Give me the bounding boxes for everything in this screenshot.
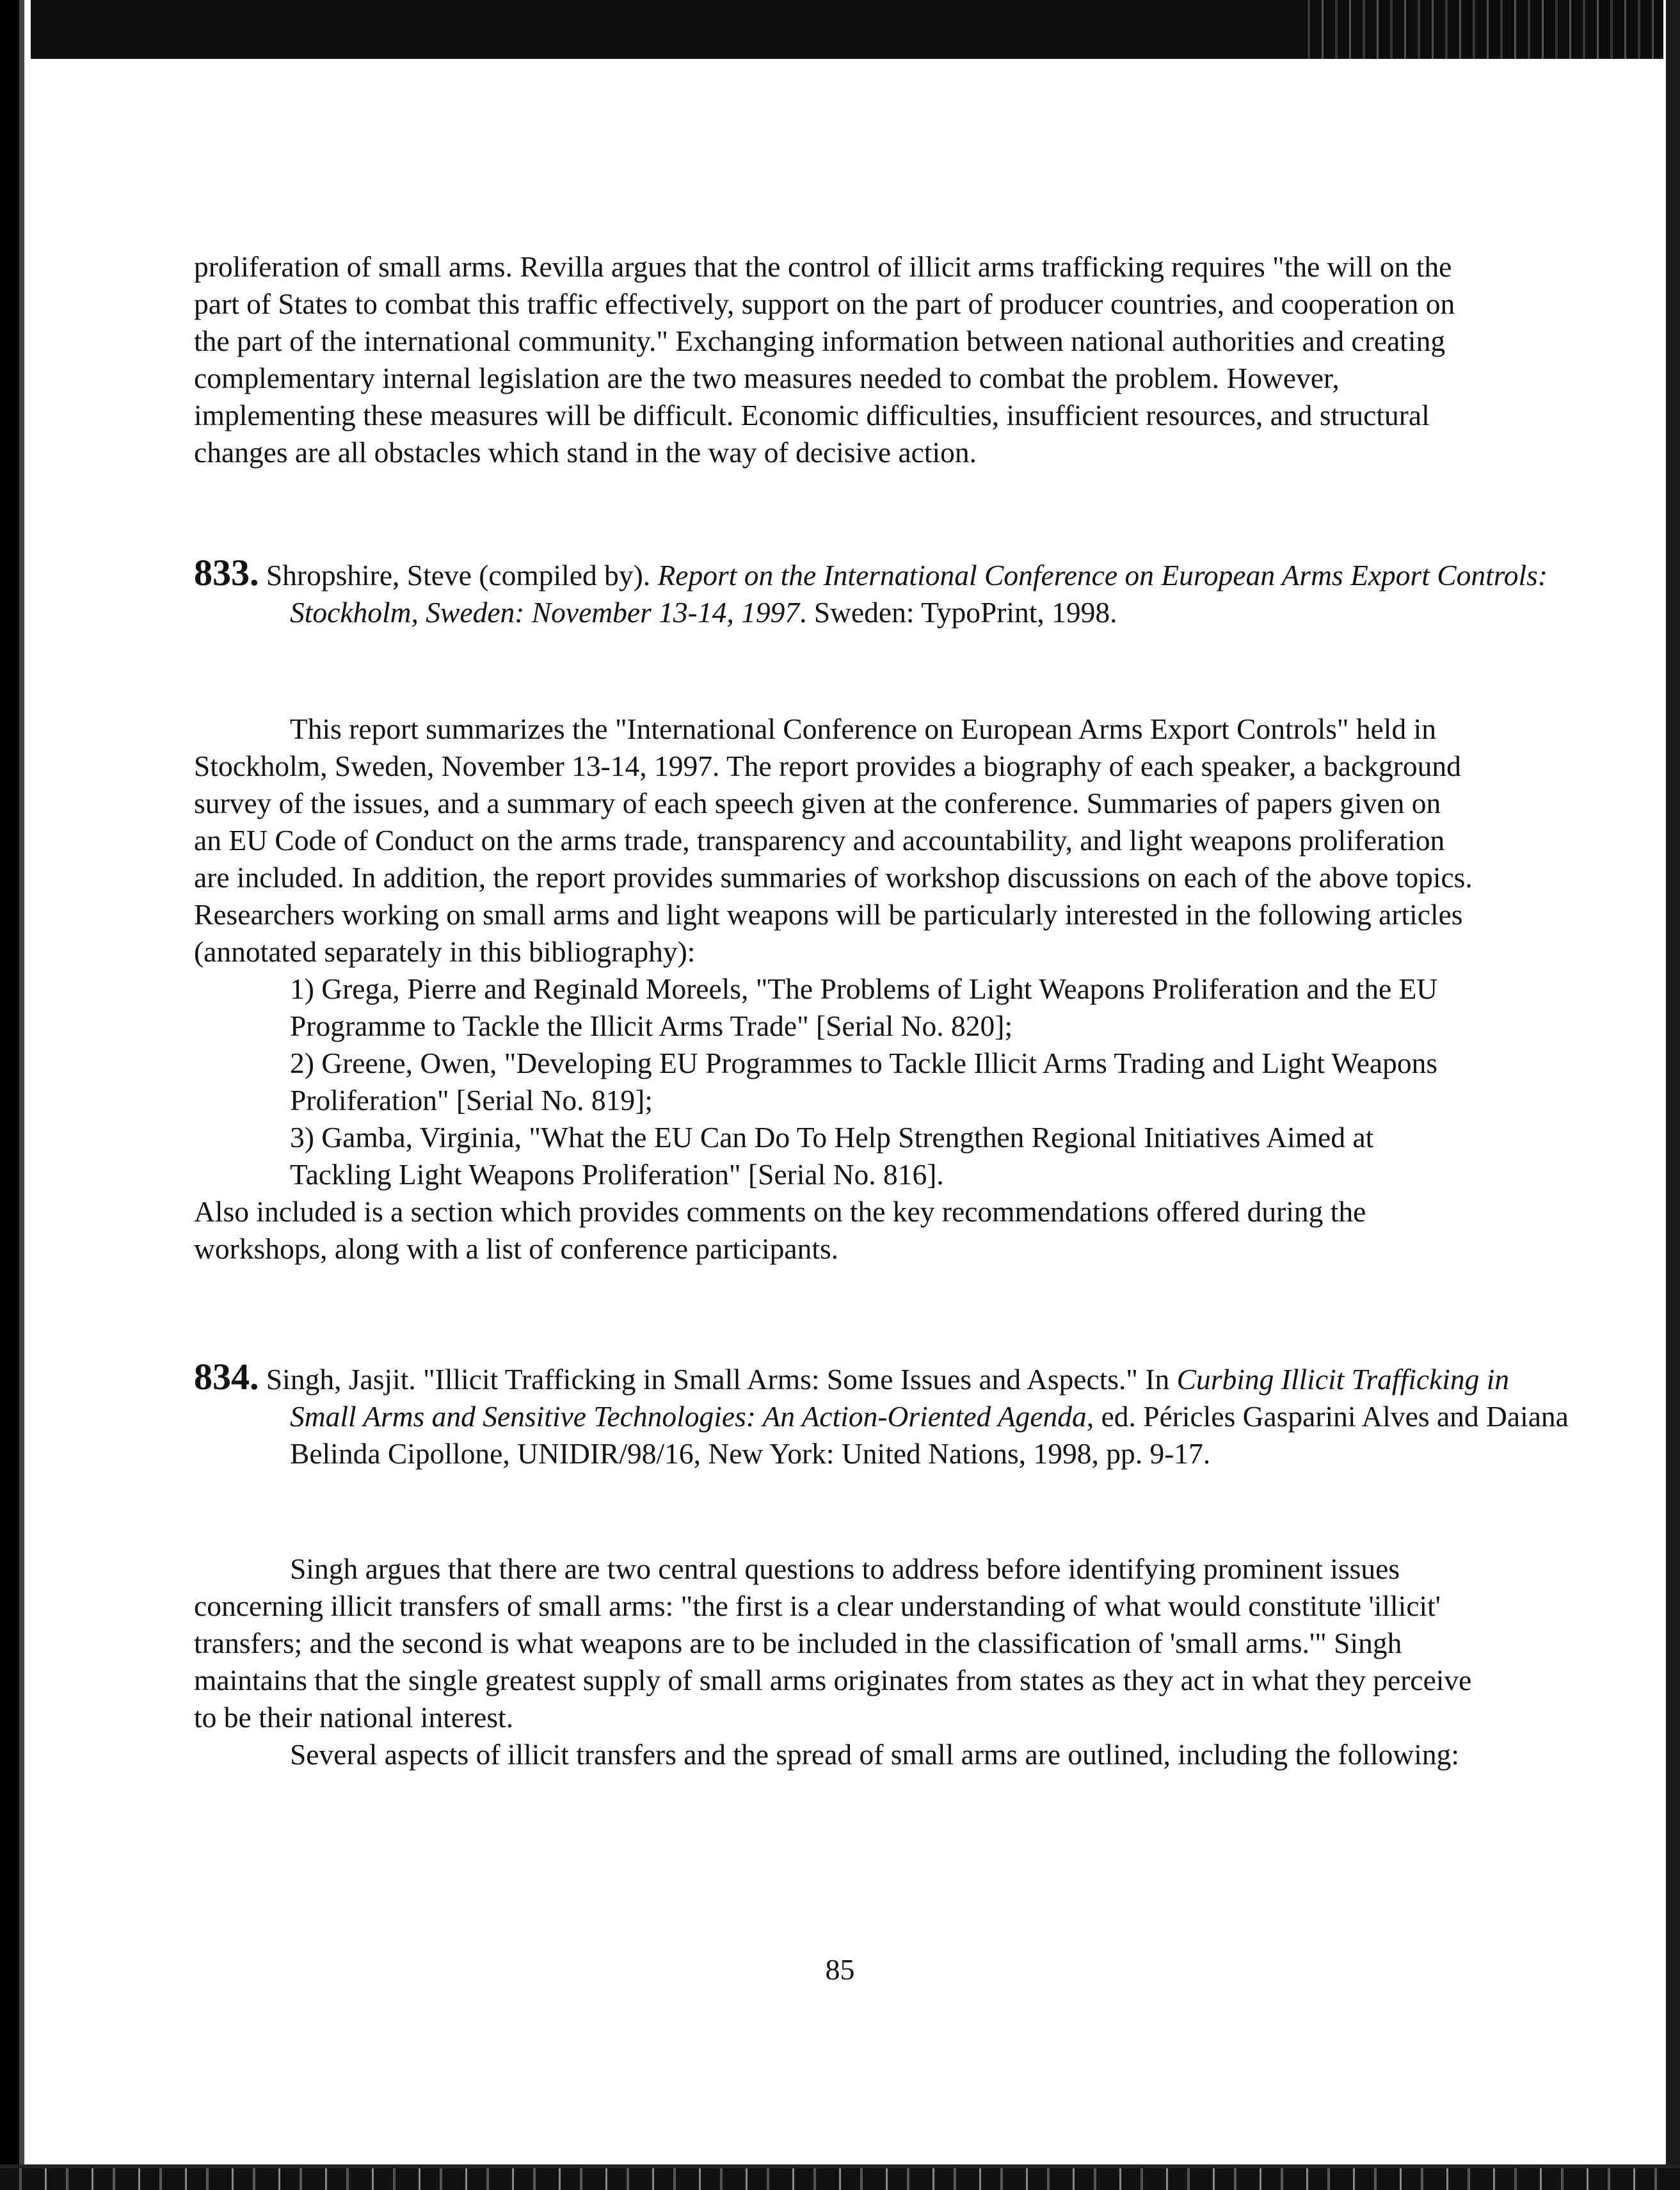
entry-834-citation: [194, 1358, 1570, 1472]
entry-834-publication: , ed. Péricles Gasparini Alves and Daiana Belinda Cipollone, UNIDIR/98/16, New York: United Nations, 1998, pp. 9-17.: [290, 1400, 1569, 1470]
page-number: 85: [825, 1953, 855, 1986]
entry-833-publication: . Sweden: TypoPrint, 1998.: [799, 596, 1117, 629]
scan-edge-left: [0, 0, 31, 2190]
entry-833-summary-end: Also included is a section which provides comments on the key recommendations offered during the workshops, along with a list of conference participants.: [194, 1195, 1366, 1265]
list-item: 1) Grega, Pierre and Reginald Moreels, "The Problems of Light Weapons Proliferation and the EU Programme to Tackle the Illicit Arms Trade" [Serial No. 820];: [290, 972, 1438, 1042]
entry-834-author: Singh, Jasjit. "Illicit Trafficking in Small Arms: Some Issues and Aspects." In: [259, 1363, 1177, 1396]
entry-833-author: Shropshire, Steve (compiled by).: [259, 559, 658, 592]
intro-paragraph-block: [194, 248, 1474, 471]
entry-833-summary: This report summarizes the "International Conference on European Arms Export Controls" held in Stockholm, Sweden, November 13-14, 1997. The report provides a biography of each speaker, a background survey of the issues, and a summary of each speech given at the conference. Summaries of papers given on an EU Code of Conduct on the arms trade, transparency and accountability, and light weapons proliferation are included. In addition, the report provides summaries of workshop discussions on each of the above topics. Researchers working on small arms and light weapons will be particularly interested in the following articles (annotated separately in this bibliography):: [194, 713, 1473, 968]
list-item: 3) Gamba, Virginia, "What the EU Can Do To Help Strengthen Regional Initiatives Aimed at Tackling Light Weapons Proliferation" [Serial No. 816].: [290, 1121, 1374, 1191]
entry-834-summary-continued: Several aspects of illicit transfers and the spread of small arms are outlined, including the following:: [290, 1738, 1460, 1771]
entry-833-annotation: [194, 711, 1474, 1268]
entry-834-annotation: [194, 1550, 1474, 1773]
scan-edge-bottom: [0, 2168, 1680, 2190]
entry-834-number: 834.: [194, 1356, 259, 1397]
scan-edge-top-noise: [1296, 0, 1680, 59]
entry-834-title: Curbing Illicit Trafficking in Small Arms and Sensitive Technologies: An Action-Oriented Agenda: [290, 1363, 1510, 1433]
entry-833-title: Report on the International Conference on European Arms Export Controls: Stockholm, Sweden: November 13-14, 1997: [290, 559, 1548, 629]
entry-833-number: 833.: [194, 552, 259, 593]
entry-834-summary: Singh argues that there are two central questions to address before identifying prominent issues concerning illicit transfers of small arms: "the first is a clear understanding of what would constitute 'illicit' transfers; and the second is what weapons are to be included in the classification of 'small arms.'" Singh maintains that the single greatest supply of small arms originates from states as they act in what they perceive to be their national interest.: [194, 1552, 1472, 1734]
list-item: 2) Greene, Owen, "Developing EU Programmes to Tackle Illicit Arms Trading and Light Weapons Proliferation" [Serial No. 819];: [290, 1047, 1438, 1116]
intro-paragraph: proliferation of small arms. Revilla argues that the control of illicit arms trafficking requires "the will on the part of States to combat this traffic effectively, support on the part of producer countries, and cooperation on the part of the international community." Exchanging information between national authorities and creating complementary internal legislation are the two measures needed to combat the problem. However, implementing these measures will be difficult. Economic difficulties, insufficient resources, and structural changes are all obstacles which stand in the way of decisive action.: [194, 250, 1455, 469]
scan-edge-right: [1663, 0, 1680, 2190]
entry-833-citation: [194, 554, 1570, 631]
